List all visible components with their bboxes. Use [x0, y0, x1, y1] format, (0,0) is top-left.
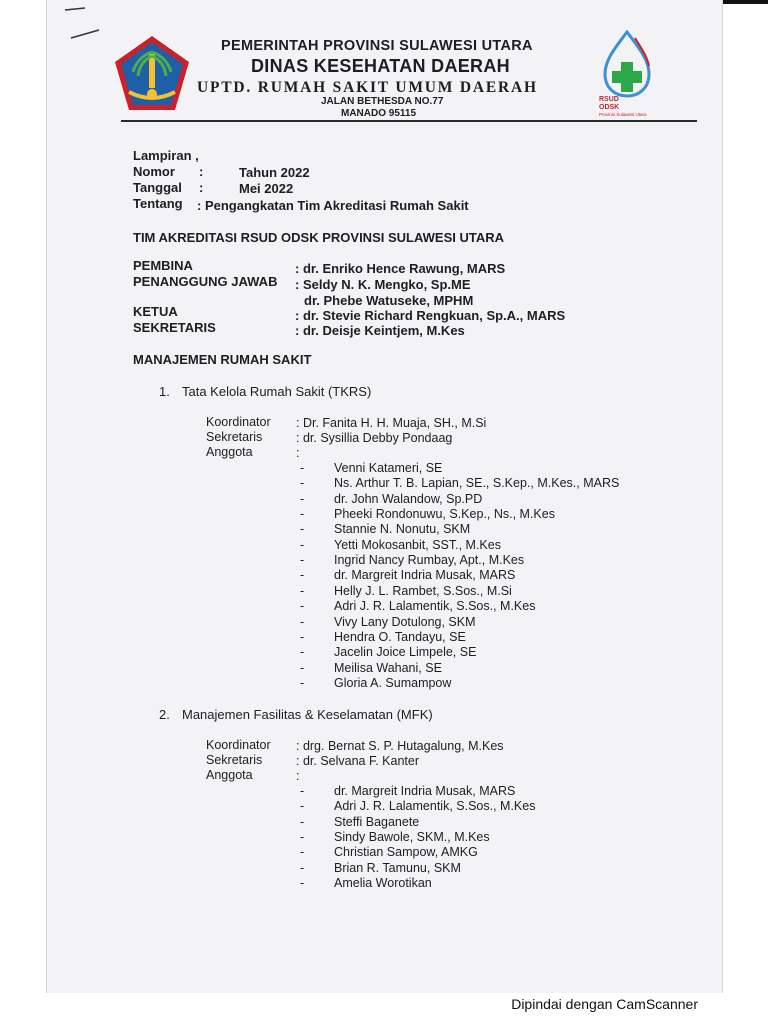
tanggal-label: Tanggal: [133, 180, 182, 195]
group1-koordinator-value: : Dr. Fanita H. H. Muaja, SH., M.Si: [296, 416, 487, 430]
bullet-dash: -: [300, 814, 305, 829]
member-name: Adri J. R. Lalamentik, S.Sos., M.Kes: [334, 799, 536, 814]
letterhead-line3: UPTD. RUMAH SAKIT UMUM DAERAH: [197, 79, 538, 96]
pen-mark-icon: [57, 2, 107, 42]
member-name: Ns. Arthur T. B. Lapian, SE., S.Kep., M.Kes., MARS: [334, 476, 620, 491]
member-name: Venni Katameri, SE: [334, 461, 443, 475]
bullet-dash: -: [300, 522, 305, 537]
bullet-dash: -: [300, 614, 305, 629]
hospital-logo-text1: RSUD: [599, 96, 619, 103]
document-page: [46, 0, 723, 993]
group2-koordinator-label: Koordinator: [206, 738, 271, 752]
group1-sekretaris-label: Sekretaris: [206, 430, 263, 444]
bullet-dash: -: [300, 583, 305, 598]
group1-koordinator-label: Koordinator: [206, 415, 271, 429]
bullet-dash: -: [300, 537, 305, 552]
member-name: Pheeki Rondonuwu, S.Kep., Ns., M.Kes: [334, 507, 555, 522]
sekretaris-label: SEKRETARIS: [133, 320, 216, 335]
nomor-value: Tahun 2022: [239, 165, 310, 180]
bullet-dash: -: [300, 461, 305, 475]
provincial-emblem-icon: [113, 34, 191, 114]
letterhead-line2: DINAS KESEHATAN DAERAH: [251, 56, 510, 76]
pembina-label: PEMBINA: [133, 258, 193, 273]
letterhead-divider: [121, 120, 697, 122]
member-name: dr. Margreit Indria Musak, MARS: [334, 784, 516, 798]
scan-edge: [722, 0, 768, 4]
pj-value1: : Seldy N. K. Mengko, Sp.ME: [295, 277, 471, 292]
group2-number: 2.: [159, 707, 170, 722]
pembina-value: : dr. Enriko Hence Rawung, MARS: [295, 261, 506, 276]
bullet-dash: -: [300, 491, 305, 506]
group2-koordinator-value: : drg. Bernat S. P. Hutagalung, M.Kes: [296, 739, 504, 753]
member-name: Sindy Bawole, SKM., M.Kes: [334, 830, 490, 845]
tentang-label: Tentang: [133, 196, 183, 211]
nomor-label: Nomor: [133, 164, 175, 179]
group2-sekretaris-value: : dr. Selvana F. Kanter: [296, 754, 419, 768]
member-name: Hendra O. Tandayu, SE: [334, 629, 466, 644]
bullet-dash: -: [300, 507, 305, 522]
member-name: Stannie N. Nonutu, SKM: [334, 522, 471, 537]
group2-sekretaris-label: Sekretaris: [206, 753, 263, 767]
bullet-dash: -: [300, 845, 305, 860]
sekretaris-value: : dr. Deisje Keintjem, M.Kes: [295, 323, 465, 338]
group2-anggota-colon: :: [296, 769, 300, 783]
pj-value2: dr. Phebe Watuseke, MPHM: [304, 293, 474, 308]
group1-title: Tata Kelola Rumah Sakit (TKRS): [182, 384, 372, 399]
member-name: Vivy Lany Dotulong, SKM: [334, 614, 476, 629]
ketua-value: : dr. Stevie Richard Rengkuan, Sp.A., MARS: [295, 308, 566, 323]
group2-title: Manajemen Fasilitas & Keselamatan (MFK): [182, 707, 433, 722]
member-name: Ingrid Nancy Rumbay, Apt., M.Kes: [334, 553, 525, 568]
group1-anggota-label: Anggota: [206, 445, 253, 459]
bullet-dash: -: [300, 799, 305, 814]
letterhead-line1: PEMERINTAH PROVINSI SULAWESI UTARA: [221, 38, 533, 54]
member-name: Christian Sampow, AMKG: [334, 845, 478, 860]
tanggal-value: Mei 2022: [239, 181, 294, 196]
member-name: Meilisa Wahani, SE: [334, 660, 442, 675]
member-name: Amelia Worotikan: [334, 876, 432, 891]
bullet-dash: -: [300, 784, 305, 798]
ketua-label: KETUA: [133, 304, 178, 319]
member-name: Helly J. L. Rambet, S.Sos., M.Si: [334, 583, 512, 598]
group1-sekretaris-value: : dr. Sysillia Debby Pondaag: [296, 431, 453, 445]
letterhead-city: MANADO 95115: [341, 108, 417, 119]
member-name: dr. John Walandow, Sp.PD: [334, 491, 483, 506]
bullet-dash: -: [300, 645, 305, 660]
member-name: Brian R. Tamunu, SKM: [334, 860, 461, 875]
bullet-dash: -: [300, 629, 305, 644]
member-name: Gloria A. Sumampow: [334, 675, 452, 690]
member-name: dr. Margreit Indria Musak, MARS: [334, 568, 516, 583]
bullet-dash: -: [300, 860, 305, 875]
bullet-dash: -: [300, 476, 305, 491]
lampiran-label: Lampiran ,: [133, 148, 199, 163]
nomor-colon: :: [199, 164, 204, 179]
scanner-footer: Dipindai dengan CamScanner: [511, 996, 698, 1012]
hospital-logo-text3: Provinsi Sulawesi Utara: [599, 112, 647, 117]
bullet-dash: -: [300, 568, 305, 583]
bullet-dash: -: [300, 876, 305, 891]
team-title: TIM AKREDITASI RSUD ODSK PROVINSI SULAWESI UTARA: [133, 230, 504, 245]
tanggal-colon: :: [199, 180, 204, 195]
member-name: Adri J. R. Lalamentik, S.Sos., M.Kes: [334, 599, 536, 614]
section-title: MANAJEMEN RUMAH SAKIT: [133, 352, 312, 367]
member-name: Jacelin Joice Limpele, SE: [334, 645, 477, 660]
letterhead-address: JALAN BETHESDA NO.77: [321, 96, 444, 107]
member-name: Steffi Baganete: [334, 814, 420, 829]
bullet-dash: -: [300, 599, 305, 614]
tentang-value: : Pengangkatan Tim Akreditasi Rumah Sakit: [197, 198, 469, 213]
hospital-logo-text2: ODSK: [599, 104, 620, 111]
pj-label: PENANGGUNG JAWAB: [133, 274, 278, 289]
member-name: Yetti Mokosanbit, SST., M.Kes: [334, 537, 501, 552]
group1-anggota-colon: :: [296, 446, 300, 460]
bullet-dash: -: [300, 830, 305, 845]
bullet-dash: -: [300, 553, 305, 568]
bullet-dash: -: [300, 675, 305, 690]
group2-anggota-label: Anggota: [206, 768, 253, 782]
group1-number: 1.: [159, 384, 170, 399]
bullet-dash: -: [300, 660, 305, 675]
